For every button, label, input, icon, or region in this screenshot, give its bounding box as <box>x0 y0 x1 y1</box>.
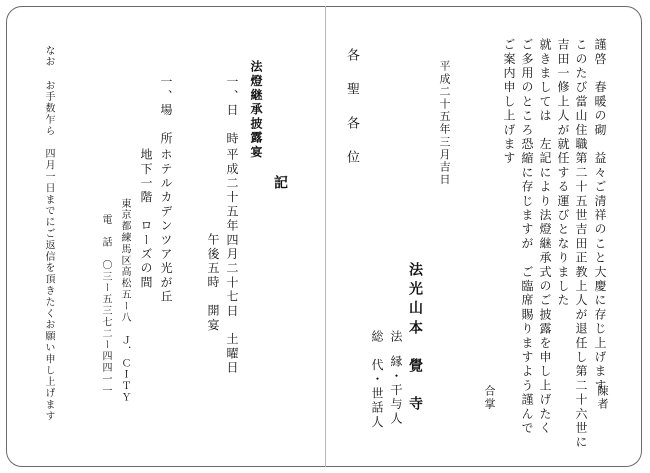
item1-time: 午後五時 開宴 <box>206 233 220 333</box>
item1-label: 一、日 時 <box>225 75 239 146</box>
letter-date: 平成二十五年三月吉日 <box>438 60 451 186</box>
item2-phone: 電 話 〇三ー五三七二ー四四一一 <box>100 214 111 397</box>
note-nao: なお <box>43 45 54 68</box>
fold-line <box>325 6 326 467</box>
item2-address: 東京都練馬区高松五ー八 Ｊ．ＣＩＴＹ <box>119 198 130 404</box>
item2-venue: ホテルカデンツア光が丘 <box>159 148 173 305</box>
letter-line-6: ご案内申し上げます <box>502 38 516 166</box>
letter-line-4: 就きましては 左記により法燈継承式のご披露を申し上げたく <box>538 38 552 436</box>
sender-temple: 法光山 <box>407 262 423 319</box>
sodai: 総 代・世話人 <box>370 330 384 430</box>
letter-chinsha: 陳者 <box>596 385 609 411</box>
sender-name: 本 覺 寺 <box>407 320 423 415</box>
letter-keigu: 合掌 <box>483 385 496 411</box>
item1-date: 平成二十五年四月二十七日 土曜日 <box>225 148 239 376</box>
addressee: 各 聖 各 位 <box>344 48 359 167</box>
letter-line-3: 吉田一修上人が就任する運びとなりました <box>556 38 570 308</box>
item2-label: 一、場 所 <box>159 75 173 146</box>
letter-line-5: ご多用のところ恐縮に存じますが ご臨席賜りますよう謹んで <box>520 38 534 436</box>
hoen-value: 縁・干与人 <box>389 355 403 426</box>
note-request: お手数乍ら 四月一日までにご返信を頂きたくお願い申し上げます <box>43 80 54 422</box>
letter-line-1: 謹啓 春暖の砌 益々ご清祥のこと大慶に存じ上げます <box>593 38 607 393</box>
item2-floor: 地下一階 ローズの間 <box>139 148 153 290</box>
hoen-label: 法 <box>389 330 403 345</box>
letter-line-2: このたび當山住職第二十五世吉田正教上人が退任し第二十六世に <box>574 38 588 450</box>
event-title: 法燈継承披露宴 <box>249 60 263 160</box>
ki-heading: 記 <box>272 175 288 194</box>
